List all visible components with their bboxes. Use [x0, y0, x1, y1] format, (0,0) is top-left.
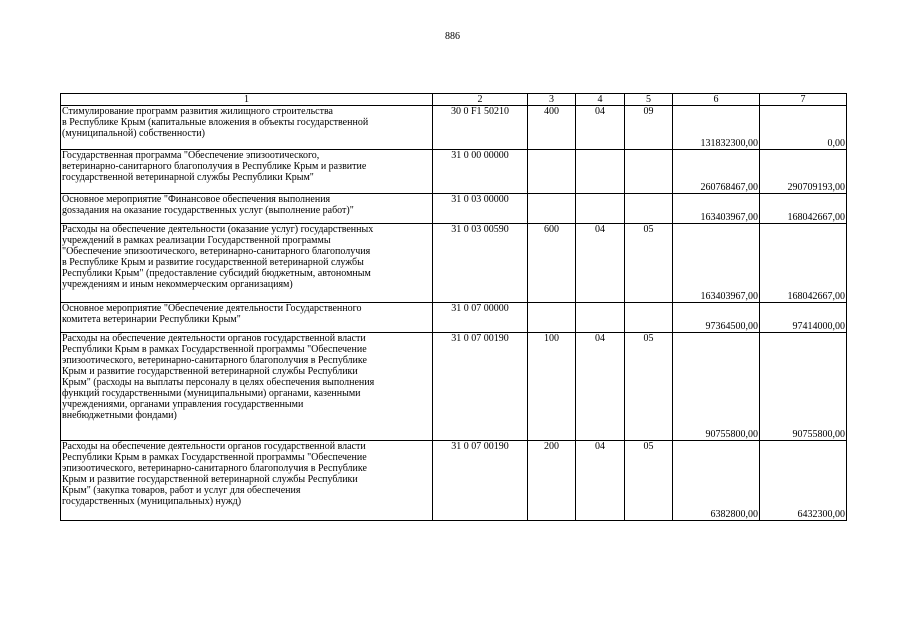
row-description: Стимулирование программ развития жилищного строительства в Республике Крым (капитальные вложения в объекты государственной (муниципальной) собственности) — [61, 106, 433, 150]
expense-type-code — [528, 194, 576, 224]
row-description: Расходы на обеспечение деятельности органов государственной власти Республики Крым в рамках Государственной программы "Обеспечение эпизоотического, ветеринарно-санитарного благополучия в Республике Крым и развитие государственной ветеринарной службы Республики Крым" (расходы на выплаты персоналу в целях обеспечения выполнения функций государственными (муниципальными) органами, казенными учреждениями, органами управления государственными внебюджетными фондами) — [61, 333, 433, 441]
amount-year-2: 97414000,00 — [760, 303, 847, 333]
section-code: 04 — [576, 333, 625, 441]
amount-year-2: 168042667,00 — [760, 224, 847, 303]
column-header: 2 — [433, 94, 528, 106]
section-code — [576, 150, 625, 194]
expense-type-code: 600 — [528, 224, 576, 303]
table-row — [61, 194, 847, 224]
page-number: 886 — [445, 31, 460, 42]
subsection-code — [625, 303, 673, 333]
target-article-code: 31 0 07 00000 — [433, 303, 528, 333]
table-row — [61, 441, 847, 521]
budget-table — [60, 93, 847, 521]
target-article-code: 31 0 07 00190 — [433, 441, 528, 521]
column-header: 4 — [576, 94, 625, 106]
subsection-code: 05 — [625, 224, 673, 303]
amount-year-1: 90755800,00 — [673, 333, 760, 441]
amount-year-1: 260768467,00 — [673, 150, 760, 194]
target-article-code: 31 0 03 00000 — [433, 194, 528, 224]
expense-type-code: 200 — [528, 441, 576, 521]
target-article-code: 31 0 00 00000 — [433, 150, 528, 194]
subsection-code: 09 — [625, 106, 673, 150]
table-row — [61, 333, 847, 441]
amount-year-2: 168042667,00 — [760, 194, 847, 224]
subsection-code: 05 — [625, 441, 673, 521]
amount-year-1: 97364500,00 — [673, 303, 760, 333]
table-row — [61, 106, 847, 150]
column-header: 5 — [625, 94, 673, 106]
target-article-code: 31 0 03 00590 — [433, 224, 528, 303]
amount-year-1: 6382800,00 — [673, 441, 760, 521]
table-row — [61, 224, 847, 303]
expense-type-code — [528, 303, 576, 333]
amount-year-1: 163403967,00 — [673, 194, 760, 224]
section-code: 04 — [576, 441, 625, 521]
amount-year-2: 0,00 — [760, 106, 847, 150]
section-code — [576, 194, 625, 224]
expense-type-code: 400 — [528, 106, 576, 150]
row-description: Государственная программа "Обеспечение эпизоотического, ветеринарно-санитарного благополучия в Республике Крым и развитие государственной ветеринарной службы Республики Крым" — [61, 150, 433, 194]
section-code: 04 — [576, 224, 625, 303]
section-code — [576, 303, 625, 333]
column-header: 6 — [673, 94, 760, 106]
table-row — [61, 303, 847, 333]
row-description: Расходы на обеспечение деятельности органов государственной власти Республики Крым в рамках Государственной программы "Обеспечение эпизоотического, ветеринарно-санитарного благополучия в Республике Крым и развитие государственной ветеринарной службы Республики Крым" (закупка товаров, работ и услуг для обеспечения государственных (муниципальных) нужд) — [61, 441, 433, 521]
table-row — [61, 150, 847, 194]
section-code: 04 — [576, 106, 625, 150]
table-header-row — [61, 94, 847, 106]
column-header: 3 — [528, 94, 576, 106]
subsection-code: 05 — [625, 333, 673, 441]
amount-year-2: 6432300,00 — [760, 441, 847, 521]
subsection-code — [625, 150, 673, 194]
row-description: Основное мероприятие "Финансовое обеспечения выполнения gosзадания на оказание государственных услуг (выполнение работ)" — [61, 194, 433, 224]
target-article-code: 31 0 07 00190 — [433, 333, 528, 441]
expense-type-code — [528, 150, 576, 194]
amount-year-2: 90755800,00 — [760, 333, 847, 441]
amount-year-1: 131832300,00 — [673, 106, 760, 150]
expense-type-code: 100 — [528, 333, 576, 441]
amount-year-1: 163403967,00 — [673, 224, 760, 303]
target-article-code: 30 0 F1 50210 — [433, 106, 528, 150]
row-description: Основное мероприятие "Обеспечение деятельности Государственного комитета ветеринарии Республики Крым" — [61, 303, 433, 333]
amount-year-2: 290709193,00 — [760, 150, 847, 194]
subsection-code — [625, 194, 673, 224]
column-header: 1 — [61, 94, 433, 106]
row-description: Расходы на обеспечение деятельности (оказание услуг) государственных учреждений в рамках реализации Государственной программы "Обеспечение эпизоотического, ветеринарно-санитарного благополучия в Республике Крым и развитие государственной ветеринарной службы Республики Крым" (предоставление субсидий бюджетным, автономным учреждениям и иным некоммерческим организациям) — [61, 224, 433, 303]
column-header: 7 — [760, 94, 847, 106]
